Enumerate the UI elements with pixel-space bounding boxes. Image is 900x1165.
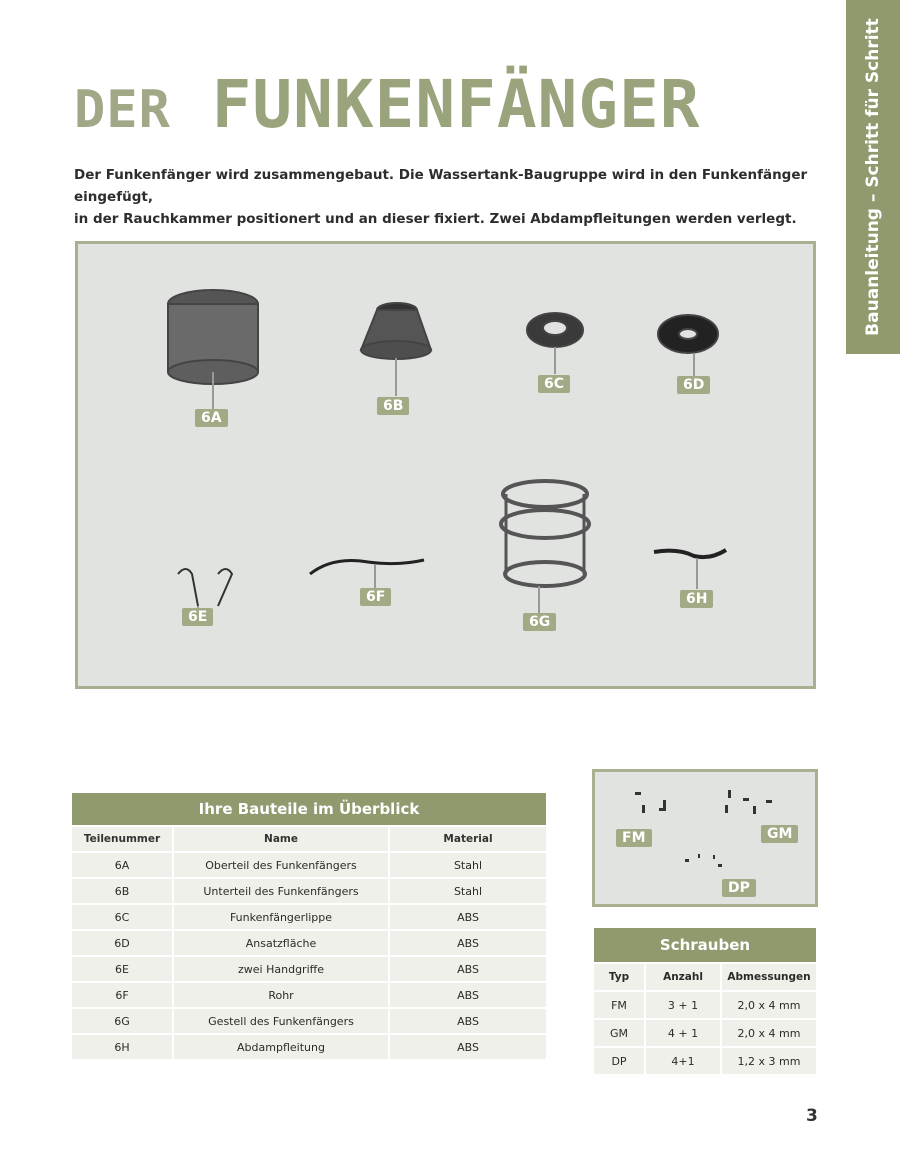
screws-col-type: Typ — [593, 963, 645, 991]
cell: 6H — [71, 1034, 173, 1060]
cell: 4 + 1 — [645, 1019, 721, 1047]
cell: DP — [593, 1047, 645, 1075]
cell: 6E — [71, 956, 173, 982]
parts-table — [70, 791, 548, 1061]
side-tab — [846, 0, 900, 354]
cell: Funkenfängerlippe — [173, 904, 389, 930]
part-label-6e: 6E — [182, 608, 213, 626]
table-row — [71, 982, 547, 1008]
cell: Ansatzfläche — [173, 930, 389, 956]
cell: Rohr — [173, 982, 389, 1008]
cell: Stahl — [389, 878, 547, 904]
cell: 4+1 — [645, 1047, 721, 1075]
cell: ABS — [389, 1034, 547, 1060]
table-row — [71, 904, 547, 930]
table-row — [71, 1034, 547, 1060]
screw-label-fm: FM — [616, 829, 652, 847]
part-label-6b: 6B — [377, 397, 409, 415]
cell: Stahl — [389, 852, 547, 878]
cell: 6A — [71, 852, 173, 878]
screws-col-count: Anzahl — [645, 963, 721, 991]
parts-col-name: Name — [173, 826, 389, 852]
part-label-6f: 6F — [360, 588, 391, 606]
screws-photo — [592, 769, 818, 907]
cell: 6D — [71, 930, 173, 956]
page-title — [74, 66, 701, 143]
part-label-6d: 6D — [677, 376, 710, 394]
part-label-6g: 6G — [523, 613, 556, 631]
parts-photo — [75, 241, 816, 689]
intro-line-1: Der Funkenfänger wird zusammengebaut. Die Wassertank-Baugruppe wird in den Funkenfänger eingefügt, — [74, 167, 808, 205]
screw-label-gm: GM — [761, 825, 798, 843]
cell: ABS — [389, 956, 547, 982]
table-row — [71, 1008, 547, 1034]
cell: Oberteil des Funkenfängers — [173, 852, 389, 878]
intro-text — [74, 164, 814, 230]
title-word-funkenfaenger: FUNKENFÄNGER — [211, 66, 701, 143]
screw-label-dp: DP — [722, 879, 756, 897]
table-row — [71, 878, 547, 904]
cell: 1,2 x 3 mm — [721, 1047, 817, 1075]
table-row — [71, 852, 547, 878]
side-tab-text: Bauanleitung – Schritt für Schritt — [863, 18, 883, 336]
cell: 6F — [71, 982, 173, 1008]
cell: 6C — [71, 904, 173, 930]
cell: GM — [593, 1019, 645, 1047]
title-word-der: DER — [74, 80, 171, 140]
cell: 6B — [71, 878, 173, 904]
table-row — [593, 1047, 817, 1075]
table-row — [593, 991, 817, 1019]
cell: 2,0 x 4 mm — [721, 991, 817, 1019]
intro-line-2: in der Rauchkammer positionert und an dieser fixiert. Zwei Abdampfleitungen werden verlegt. — [74, 211, 797, 227]
part-label-6h: 6H — [680, 590, 713, 608]
cell: 3 + 1 — [645, 991, 721, 1019]
table-row — [71, 956, 547, 982]
cell: FM — [593, 991, 645, 1019]
screws-table-title: Schrauben — [593, 927, 817, 963]
cell: ABS — [389, 1008, 547, 1034]
cell: 2,0 x 4 mm — [721, 1019, 817, 1047]
screws-col-size: Abmessungen — [721, 963, 817, 991]
cell: Gestell des Funkenfängers — [173, 1008, 389, 1034]
cell: ABS — [389, 904, 547, 930]
cell: Unterteil des Funkenfängers — [173, 878, 389, 904]
cell: Abdampfleitung — [173, 1034, 389, 1060]
cell: ABS — [389, 930, 547, 956]
parts-table-title: Ihre Bauteile im Überblick — [71, 792, 547, 826]
cell: 6G — [71, 1008, 173, 1034]
parts-col-number: Teilenummer — [71, 826, 173, 852]
cell: zwei Handgriffe — [173, 956, 389, 982]
table-row — [71, 930, 547, 956]
table-row — [593, 1019, 817, 1047]
part-label-6c: 6C — [538, 375, 570, 393]
part-label-6a: 6A — [195, 409, 228, 427]
screws-table — [592, 926, 818, 1076]
cell: ABS — [389, 982, 547, 1008]
parts-col-material: Material — [389, 826, 547, 852]
page-number: 3 — [806, 1106, 818, 1126]
